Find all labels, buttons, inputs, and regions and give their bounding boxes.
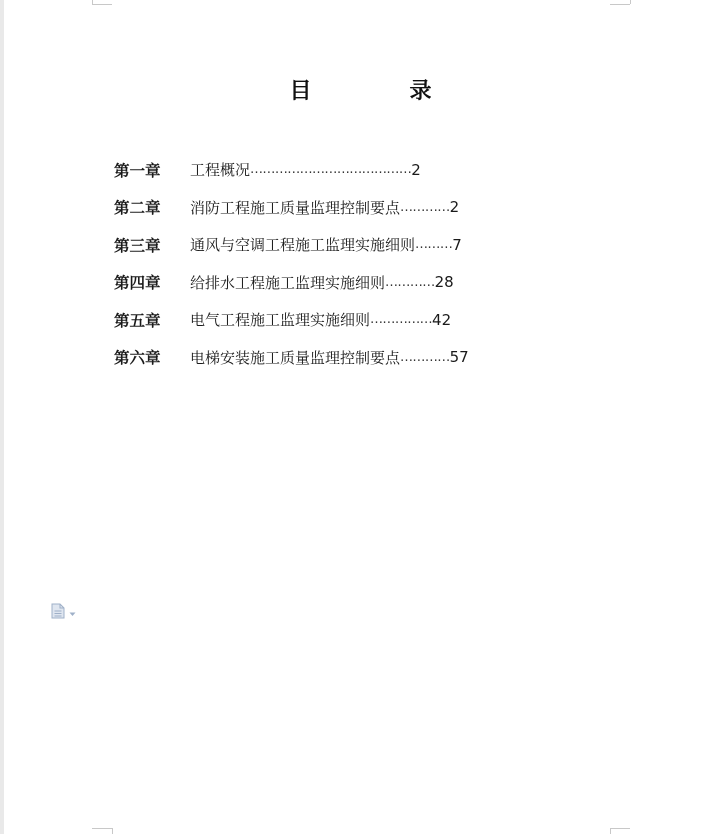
toc-leader: ………………………………… bbox=[250, 162, 412, 178]
crop-mark-top-left-h bbox=[92, 4, 112, 5]
crop-mark-top-right-h bbox=[610, 4, 630, 5]
toc-leader: ………… bbox=[400, 199, 450, 215]
toc-chapter-label: 第六章 bbox=[114, 348, 161, 368]
toc-chapter-label: 第三章 bbox=[114, 235, 161, 255]
toc-leader: ……… bbox=[415, 237, 453, 253]
toc-title: 目 录 bbox=[289, 78, 470, 104]
toc-page-number: 28 bbox=[434, 273, 454, 292]
toc-leader: ………… bbox=[400, 349, 450, 365]
toc-leader: …………… bbox=[370, 312, 433, 328]
toc-page-number: 2 bbox=[449, 198, 460, 217]
crop-mark-bottom-right-v bbox=[610, 828, 611, 834]
toc-entry-text: 电气工程施工监理实施细则 bbox=[190, 311, 371, 330]
toc-entry-2[interactable] bbox=[114, 189, 469, 227]
toc-page-number: 2 bbox=[411, 160, 421, 179]
table-of-contents bbox=[114, 151, 469, 376]
toc-page-number: 42 bbox=[432, 310, 452, 329]
toc-entry-3[interactable] bbox=[114, 226, 469, 264]
crop-mark-bottom-left bbox=[92, 828, 112, 829]
toc-entry-5[interactable] bbox=[114, 301, 469, 339]
toc-page-number: 57 bbox=[449, 348, 469, 367]
toc-entry-4[interactable] bbox=[114, 264, 469, 302]
toc-page-number: 7 bbox=[452, 235, 462, 254]
toc-chapter-label: 第五章 bbox=[114, 310, 161, 330]
toc-chapter-label: 第一章 bbox=[114, 160, 161, 180]
crop-mark-bottom-right bbox=[610, 828, 630, 829]
toc-chapter-label: 第二章 bbox=[114, 198, 161, 218]
toc-entry-text: 工程概况 bbox=[190, 161, 251, 180]
toc-entry-text: 通风与空调工程施工监理实施细则 bbox=[190, 236, 416, 255]
toc-leader: ………… bbox=[385, 274, 435, 290]
toc-entry-1[interactable] bbox=[114, 151, 469, 189]
crop-mark-top-right bbox=[630, 0, 631, 4]
paste-options-button[interactable] bbox=[51, 604, 85, 622]
toc-entry-text: 电梯安装施工质量监理控制要点 bbox=[190, 348, 401, 367]
crop-mark-bottom-left-v bbox=[112, 828, 113, 834]
document-icon bbox=[51, 603, 65, 624]
toc-entry-6[interactable] bbox=[114, 339, 469, 377]
toc-entry-text: 给排水工程施工监理实施细则 bbox=[190, 273, 386, 292]
toc-chapter-label: 第四章 bbox=[114, 273, 161, 293]
document-page bbox=[4, 0, 717, 834]
toc-entry-text: 消防工程施工质量监理控制要点 bbox=[190, 198, 401, 217]
chevron-down-icon bbox=[69, 604, 76, 622]
